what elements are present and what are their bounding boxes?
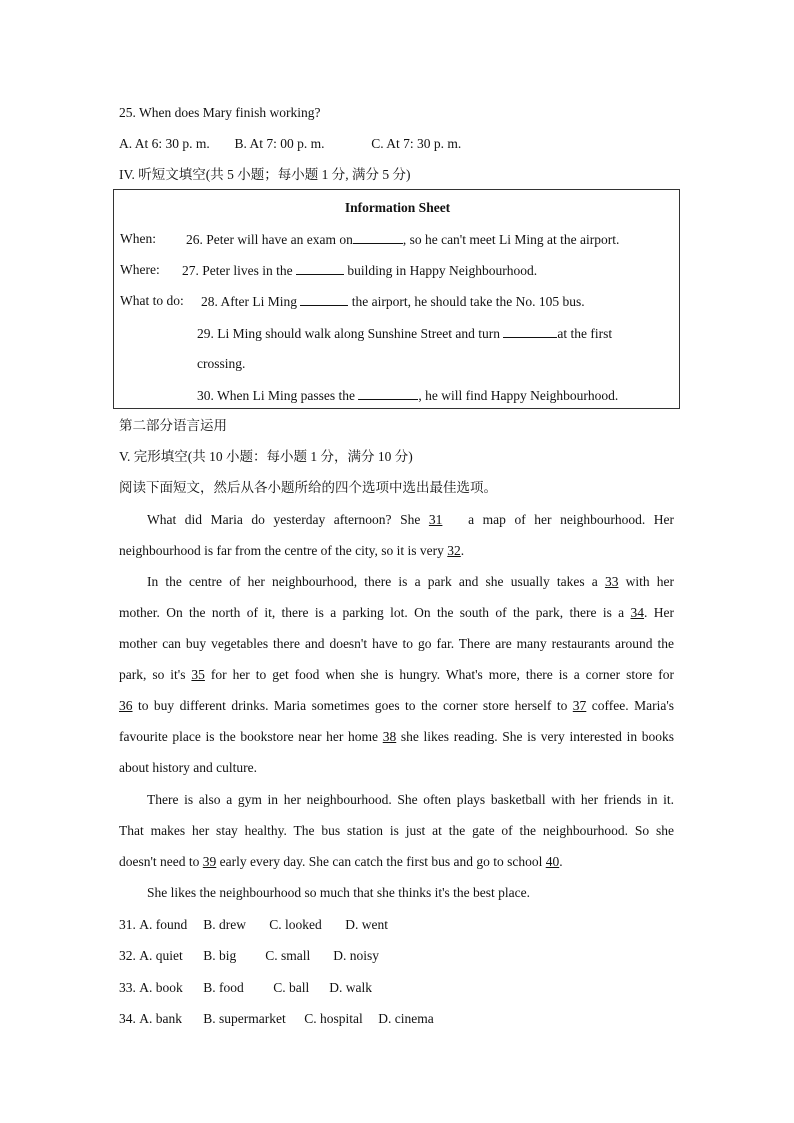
blank-33[interactable]: 33 xyxy=(604,574,619,589)
passage-paragraph-4 xyxy=(119,877,674,908)
choice-option-b[interactable]: B. drew xyxy=(203,917,246,932)
option-c: C. At 7: 30 p. m. xyxy=(371,136,462,151)
option-a: A. At 6: 30 p. m. xyxy=(119,136,210,151)
item-27 xyxy=(182,262,537,279)
passage-line: There is also a gym in her neighbourhood. She often plays basketball with her friends in it. xyxy=(147,792,674,807)
item-29 xyxy=(197,325,612,342)
choice-option-c[interactable]: C. looked xyxy=(269,917,322,932)
section-5-heading: V. 完形填空(共 10 小题：每小题 1 分，满分 10 分) xyxy=(119,449,413,464)
item-27-text-b: building in Happy Neighbourhood. xyxy=(347,263,538,278)
passage-paragraph-2 xyxy=(119,566,674,783)
question-25: 25. When does Mary finish working? xyxy=(119,105,321,120)
item-30-text-a: 30. When Li Ming passes the xyxy=(197,388,355,403)
item-26-text-a: 26. Peter will have an exam on xyxy=(186,232,353,247)
passage-line: 36 to buy different drinks. Maria sometimes goes to the corner store herself to 37 coffee. Maria's xyxy=(119,698,674,713)
choice-option-a[interactable]: A. bank xyxy=(139,1011,182,1026)
choice-option-d[interactable]: D. cinema xyxy=(378,1011,434,1026)
blank-30[interactable] xyxy=(358,387,418,400)
choice-option-c[interactable]: C. hospital xyxy=(304,1011,363,1026)
where-label: Where: xyxy=(120,262,160,277)
blank-28[interactable] xyxy=(300,293,348,306)
question-25-options xyxy=(119,136,461,152)
blank-36[interactable]: 36 xyxy=(119,698,133,713)
passage-line: park, so it's 35 for her to get food when she is hungry. What's more, there is a corner store for xyxy=(119,667,675,682)
item-28-text-b: the airport, he should take the No. 105 bus. xyxy=(351,294,585,309)
information-sheet xyxy=(113,189,680,409)
blank-26[interactable] xyxy=(353,231,403,244)
information-sheet-title: Information Sheet xyxy=(344,200,451,215)
item-27-text-a: 27. Peter lives in the xyxy=(182,263,293,278)
choice-number: 32. xyxy=(119,948,136,963)
option-b: B. At 7: 00 p. m. xyxy=(234,136,325,151)
choice-row-34 xyxy=(119,1011,434,1027)
passage-line: mother. On the north of it, there is a parking lot. On the south of the park, there is a 34. Her xyxy=(119,605,674,620)
blank-37[interactable]: 37 xyxy=(572,698,587,713)
blank-39[interactable]: 39 xyxy=(202,854,217,869)
choice-number: 34. xyxy=(119,1011,136,1026)
passage-paragraph-1 xyxy=(119,504,674,566)
choice-number: 33. xyxy=(119,980,136,995)
choice-option-b[interactable]: B. big xyxy=(203,948,237,963)
item-29-continued: crossing. xyxy=(197,356,246,371)
what-to-do-label: What to do: xyxy=(120,293,184,308)
passage-line: doesn't need to 39 early every day. She can catch the first bus and go to school 40. xyxy=(119,854,563,869)
passage-paragraph-3 xyxy=(119,784,674,877)
blank-38[interactable]: 38 xyxy=(382,729,397,744)
item-29-text-a: 29. Li Ming should walk along Sunshine Street and turn xyxy=(197,326,500,341)
choice-option-c[interactable]: C. small xyxy=(265,948,311,963)
choice-option-a[interactable]: A. quiet xyxy=(139,948,183,963)
choice-option-d[interactable]: D. went xyxy=(345,917,388,932)
passage-line: neighbourhood is far from the centre of the city, so it is very 32. xyxy=(119,543,465,558)
passage-line: favourite place is the bookstore near her home 38 she likes reading. She is very interested in books xyxy=(119,729,675,744)
choice-option-c[interactable]: C. ball xyxy=(273,980,310,995)
passage-line: In the centre of her neighbourhood, there is a park and she usually takes a 33 with her xyxy=(147,574,675,589)
part-2-heading: 第二部分语言运用 xyxy=(119,418,227,433)
choice-option-b[interactable]: B. food xyxy=(203,980,244,995)
section-5-instruction: 阅读下面短文，然后从各小题所给的四个选项中选出最佳选项。 xyxy=(119,480,497,495)
item-28 xyxy=(201,293,585,310)
section-4-heading: IV. 听短文填空(共 5 小题；每小题 1 分, 满分 5 分) xyxy=(119,167,411,182)
choice-option-d[interactable]: D. walk xyxy=(329,980,372,995)
passage-line: What did Maria do yesterday afternoon? She 31 a map of her neighbourhood. Her xyxy=(147,512,675,527)
when-label: When: xyxy=(120,231,156,246)
choice-row-33 xyxy=(119,980,372,996)
passage-line: mother can buy vegetables there and doesn't have to go far. There are many restaurants around the xyxy=(119,636,674,651)
choice-row-32 xyxy=(119,948,379,964)
choice-option-a[interactable]: A. book xyxy=(139,980,183,995)
passage-line: That makes her stay healthy. The bus station is just at the gate of the neighbourhood. So she xyxy=(119,823,674,838)
blank-34[interactable]: 34 xyxy=(630,605,645,620)
blank-40[interactable]: 40 xyxy=(545,854,560,869)
choice-option-d[interactable]: D. noisy xyxy=(333,948,380,963)
choice-option-a[interactable]: A. found xyxy=(139,917,188,932)
choice-number: 31. xyxy=(119,917,136,932)
item-26 xyxy=(186,231,619,248)
passage-line: about history and culture. xyxy=(119,760,257,775)
choice-option-b[interactable]: B. supermarket xyxy=(203,1011,286,1026)
item-28-text-a: 28. After Li Ming xyxy=(201,294,297,309)
item-26-text-b: , so he can't meet Li Ming at the airport. xyxy=(402,232,620,247)
choice-row-31 xyxy=(119,917,388,933)
blank-27[interactable] xyxy=(296,262,344,275)
blank-35[interactable]: 35 xyxy=(191,667,205,682)
item-30-text-b: , he will find Happy Neighbourhood. xyxy=(418,388,619,403)
blank-29[interactable] xyxy=(503,325,557,338)
item-30 xyxy=(197,387,618,404)
blank-32[interactable]: 32 xyxy=(447,543,461,558)
blank-31[interactable]: 31 xyxy=(428,512,443,527)
item-29-text-b: at the first xyxy=(557,326,613,341)
passage-line: She likes the neighbourhood so much that she thinks it's the best place. xyxy=(147,885,530,900)
